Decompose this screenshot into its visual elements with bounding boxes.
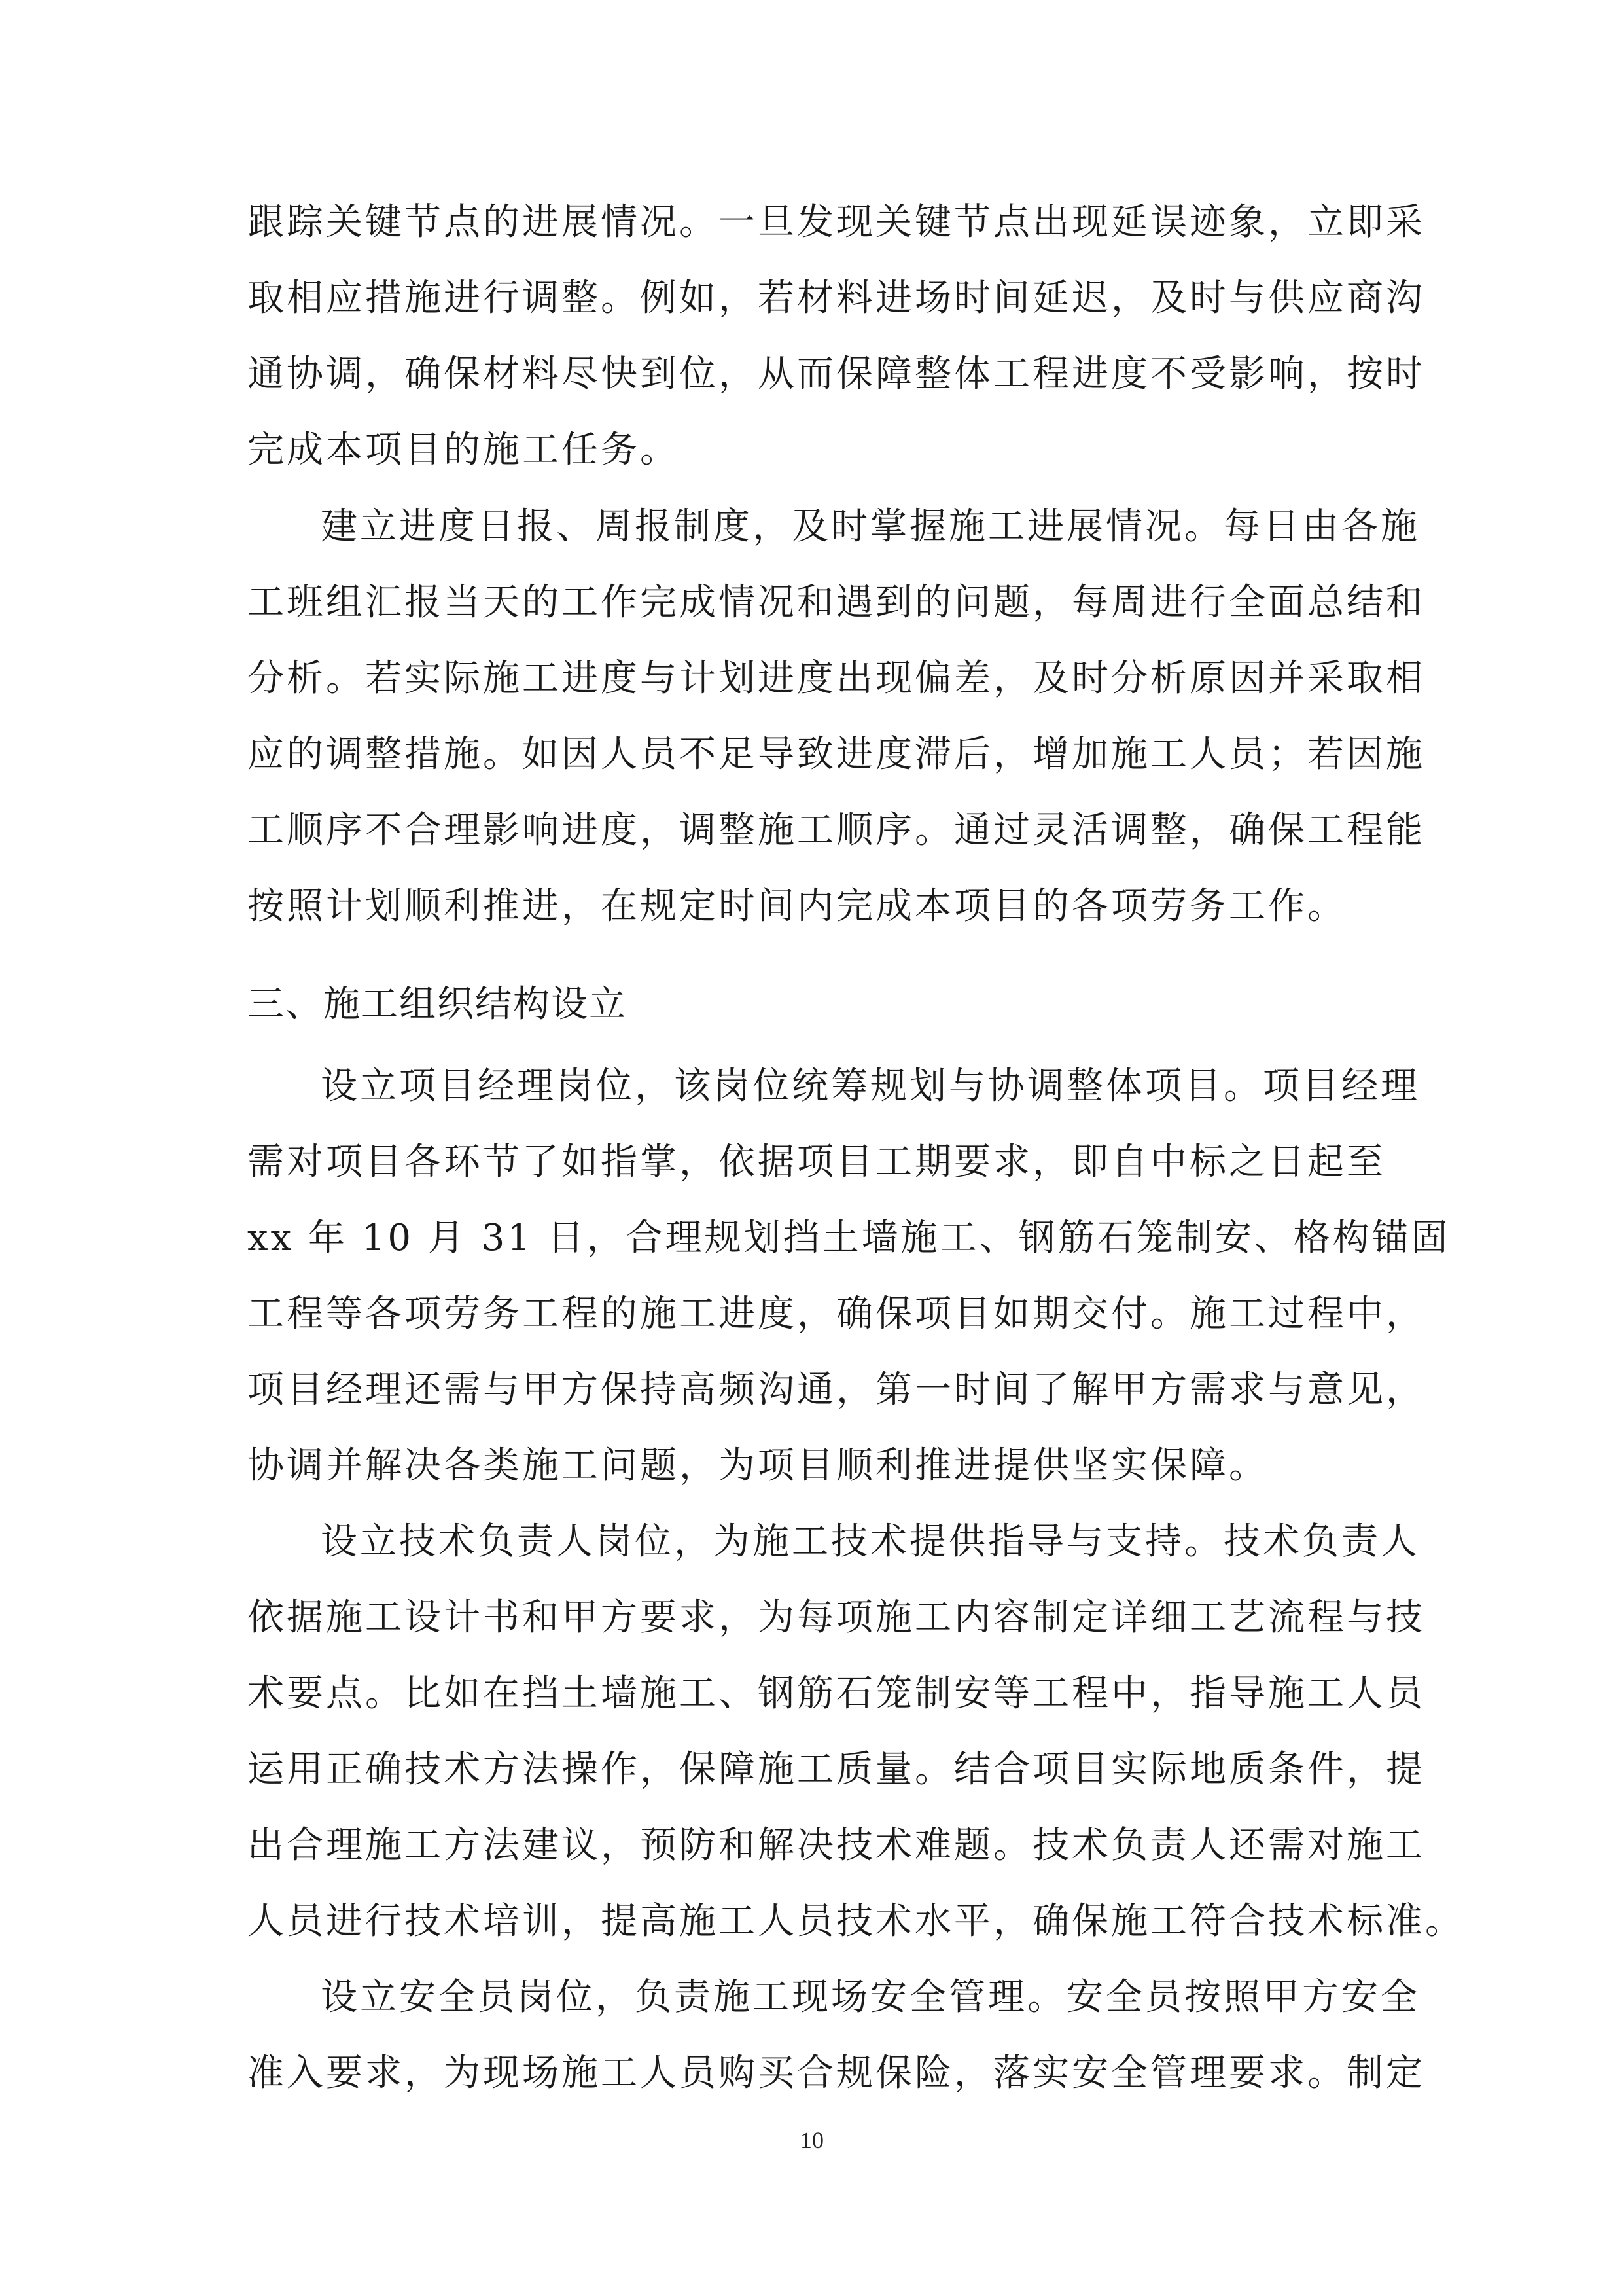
paragraph-line: 工程等各项劳务工程的施工进度，确保项目如期交付。施工过程中，	[247, 1293, 1425, 1335]
paragraph-line: 设立项目经理岗位，该岗位统筹规划与协调整体项目。项目经理	[321, 1065, 1420, 1107]
paragraph-line: 运用正确技术方法操作，保障施工质量。结合项目实际地质条件，提	[247, 1748, 1425, 1791]
paragraph-line: 应的调整措施。如因人员不足导致进度滞后，增加施工人员；若因施	[247, 733, 1425, 776]
paragraph-line: 出合理施工方法建议，预防和解决技术难题。技术负责人还需对施工	[247, 1824, 1425, 1867]
paragraph-line: 通协调，确保材料尽快到位，从而保障整体工程进度不受影响，按时	[247, 353, 1425, 395]
paragraph-line: 人员进行技术培训，提高施工人员技术水平，确保施工符合技术标准。	[247, 1900, 1464, 1943]
paragraph-line: 依据施工设计书和甲方要求，为每项施工内容制定详细工艺流程与技	[247, 1596, 1425, 1639]
paragraph-line: 按照计划顺利推进，在规定时间内完成本项目的各项劳务工作。	[247, 885, 1347, 927]
page-number: 10	[800, 2127, 824, 2153]
paragraph-line: 准入要求，为现场施工人员购买合规保险，落实安全管理要求。制定	[247, 2052, 1425, 2094]
paragraph-line: 建立进度日报、周报制度，及时掌握施工进展情况。每日由各施	[321, 505, 1420, 548]
paragraph-line: 设立技术负责人岗位，为施工技术提供指导与支持。技术负责人	[321, 1520, 1420, 1563]
section-heading: 三、施工组织结构设立	[247, 983, 627, 1026]
paragraph-line: 协调并解决各类施工问题，为项目顺利推进提供坚实保障。	[247, 1444, 1268, 1487]
paragraph-line: 分析。若实际施工进度与计划进度出现偏差，及时分析原因并采取相	[247, 657, 1425, 700]
paragraph-line: 术要点。比如在挡土墙施工、钢筋石笼制安等工程中，指导施工人员	[247, 1672, 1425, 1715]
paragraph-line: 工班组汇报当天的工作完成情况和遇到的问题，每周进行全面总结和	[247, 581, 1425, 624]
paragraph-line: 设立安全员岗位，负责施工现场安全管理。安全员按照甲方安全	[321, 1976, 1420, 2018]
paragraph-line: 取相应措施进行调整。例如，若材料进场时间延迟，及时与供应商沟	[247, 277, 1425, 319]
paragraph-line: 需对项目各环节了如指掌，依据项目工期要求，即自中标之日起至	[247, 1141, 1386, 1183]
paragraph-line: 项目经理还需与甲方保持高频沟通，第一时间了解甲方需求与意见，	[247, 1369, 1425, 1411]
paragraph-line: 工顺序不合理影响进度，调整施工顺序。通过灵活调整，确保工程能	[247, 809, 1425, 852]
paragraph-line: 跟踪关键节点的进展情况。一旦发现关键节点出现延误迹象，立即采	[247, 201, 1425, 243]
paragraph-line: xx 年 10 月 31 日，合理规划挡土墙施工、钢筋石笼制安、格构锚固	[247, 1217, 1451, 1259]
paragraph-line: 完成本项目的施工任务。	[247, 429, 679, 471]
